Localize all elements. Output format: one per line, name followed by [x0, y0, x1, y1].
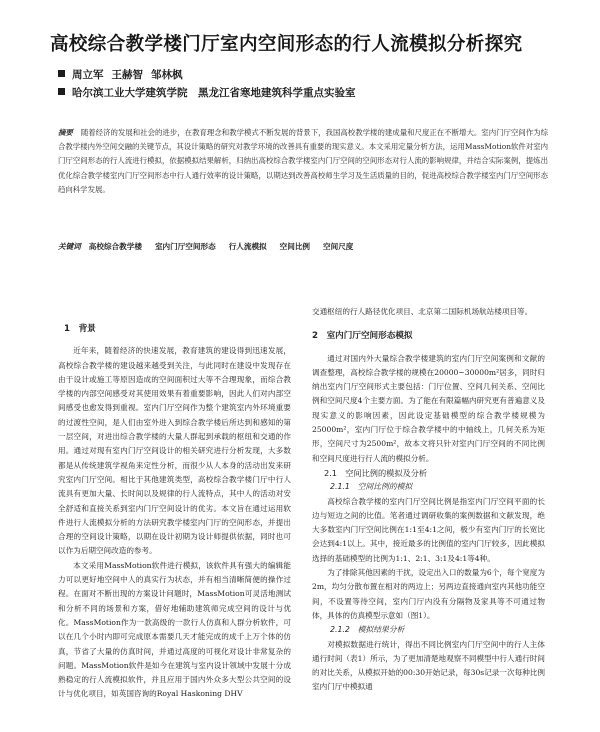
square-bullet-icon — [58, 88, 65, 95]
paragraph: 近年来，随着经济的快速发展，教育建筑的建设得到迅速发展，高校综合教学楼的建设越来越受到关注，与此同时在建设中发现存在由于设计或施工等原因造成的空间面积过大等不合理现象，而综合教学楼的内部空间感受对其使用效果有着重要影响，因此人们对内部空间感受也愈发得到重视。室内门厅空间作为整个建筑室内外环境重要的过渡性空间，是人们由室外进入到综合教学楼后所达到和感知的第一层空间，对进出综合教学楼的大量人群起到承载的枢纽和交通的作用。通过对现有室内门厅空间设计的相关研究进行分析发现，大多数都是从传统建筑学视角来定性分析，而很少从人本身的活动出发来研究室内门厅空间。相比于其他建筑类型，高校综合教学楼门厅中行人流具有更加大量、长时间以及规律的行人流特点，其中人的活动对安全舒适和直接关系到室内门厅空间设计的优劣。本文旨在通过运用软件进行人流模拟分析的方法研究教学楼室内门厅的空间形态，并提出合理的空间设计策略，以期在设计初期为设计师提供依据，同时也可以作为后期空间改造的参考。 — [58, 346, 291, 556]
section-heading: 1 背景 — [64, 324, 96, 334]
keyword: 空间比例 — [279, 242, 311, 251]
subsection-heading: 2.1 空间比例的模拟及分析 — [324, 467, 428, 478]
subsubsection-heading: 2.1.2 模拟结果分析 — [330, 625, 405, 635]
paragraph: 交通枢纽的行人路径优化项目、北京第二国际机场航站楼项目等。 — [312, 307, 533, 316]
affiliation: 哈尔滨工业大学建筑学院 黑龙江省寒地建筑科学重点实验室 — [72, 87, 356, 99]
keyword: 高校综合教学楼 — [88, 242, 142, 251]
keywords-label: 关键词 — [58, 242, 81, 251]
keyword: 空间尺度 — [323, 242, 354, 251]
paragraph: 本文采用MassMotion软件进行模拟，该软件具有强大的编辑能力可以更好地空间中人的真实行为状态，并有相当清晰简便的操作过程。在面对不断出现的方案设计问题时，MassMotion可灵活地测试和分析不同的场景和方案，借好地辅助建筑师完成空间的设计与优化。MassMotion作为一款高级的一款行人仿真和人群分析软件，可以在几个小时内即可完成原本需要几天才能完成的成千上万个体的仿真，节省了大量的仿真时间，并通过高度的可视化对设计非常复杂的问题。MassMotion软件是如今在建筑与室内设计领域中发展十分成熟稳定的行人流模拟软件，并且应用于国内外众多大型公共空间的设计与优化项目，如英国咨询的Royal Haskoning DHV — [58, 560, 291, 699]
paragraph: 高校综合教学楼的室内门厅空间比例是指室内门厅空间平面的长边与短边之间的比值。笔者通过调研收集的案例数据和文献发现，绝大多数室内门厅空间比例在1:1至4:1之间，极少有室内门厅的长宽比会达到4:1以上。其中，接近最多的比例值的室内门厅较多，因此模拟选择的基础模型的比例为1:1、2:1、3:1及4:1等4种。 — [312, 496, 545, 563]
section-heading: 2 室内门厅空间形态模拟 — [312, 331, 413, 342]
paragraph: 为了排除其他因素的干扰，设定出入口的数量为6个，每个宽度为2m，均匀分散布置在相对的两边上；另两边直接通向室内其他功能空间，不设置等待空间，室内门厅内没有分隔物及家具等不可通过物体，具体的仿真模型示意如（图1）。 — [312, 568, 545, 620]
abstract-label: 摘要 — [58, 128, 73, 137]
affiliation-line — [58, 85, 356, 100]
abstract — [58, 126, 548, 197]
authors-line — [58, 67, 183, 82]
paper-title: 高校综合教学楼门厅室内空间形态的行人流模拟分析探究 — [50, 34, 523, 55]
author-name: 王赫智 — [111, 69, 143, 81]
keyword: 室内门厅空间形态 — [154, 242, 216, 251]
square-bullet-icon — [58, 70, 65, 77]
left-column — [58, 322, 291, 702]
author-name: 邹林枫 — [151, 69, 183, 81]
paragraph: 对模拟数据进行统计，得出不同比例室内门厅空间中的行人主体通行时间（表1）所示，为了更加清楚地观察不同模型中行人通行时间的对比关系，从模拟开始的00:30开始记录，每30s记录一次每种比例室内门厅中模拟通 — [312, 639, 545, 692]
subsubsection-heading: 2.1.1 空间比例的模拟 — [330, 482, 413, 492]
author-name: 周立军 — [72, 69, 104, 81]
paragraph: 通过对国内外大量综合教学楼建筑的室内门厅空间案例和文献的调查整理，高校综合教学楼的规模在20000~30000m²居多，同时归纳出室内门厅空间形式主要包括：门厅位置、空间几何关系、空间比例和空间尺度4个主要方面。为了能在有限篇幅内研究更有普遍意义及现实意义的影响因素，因此设定基础模型的综合教学楼规模为25000m²，室内门厅位于综合教学楼中的中轴线上，几何关系为矩形，空间尺寸为2500m²，故本文将只针对室内门厅空间的不同比例和空间尺度进行行人流的模拟分析。 — [312, 353, 545, 463]
keyword: 行人流模拟 — [228, 242, 267, 251]
abstract-text: 随着经济的发展和社会的进步，在教育理念和教学模式不断发展的背景下，我国高校教学楼的建成量和尺度正在不断增大。室内门厅空间作为综合教学楼内外空间交融的关键节点，其设计策略的研究对教学环境的改善具有重要的现实意义。本文采用定量分析方法，运用MassMotion软件对室内门厅空间形态的行人流进行模拟，依据模拟结果解析，归纳出高校综合教学楼室内门厅空间的空间形态对行人流的影响规律，并结合实际案例，提炼出优化综合教学楼室内门厅空间形态中行人通行效率的设计策略，以期达到改善高校师生学习及生活质量的目的，促进高校综合教学楼室内门厅空间形态趋向科学发展。 — [58, 128, 548, 194]
keywords — [58, 241, 548, 252]
right-column — [312, 305, 545, 695]
